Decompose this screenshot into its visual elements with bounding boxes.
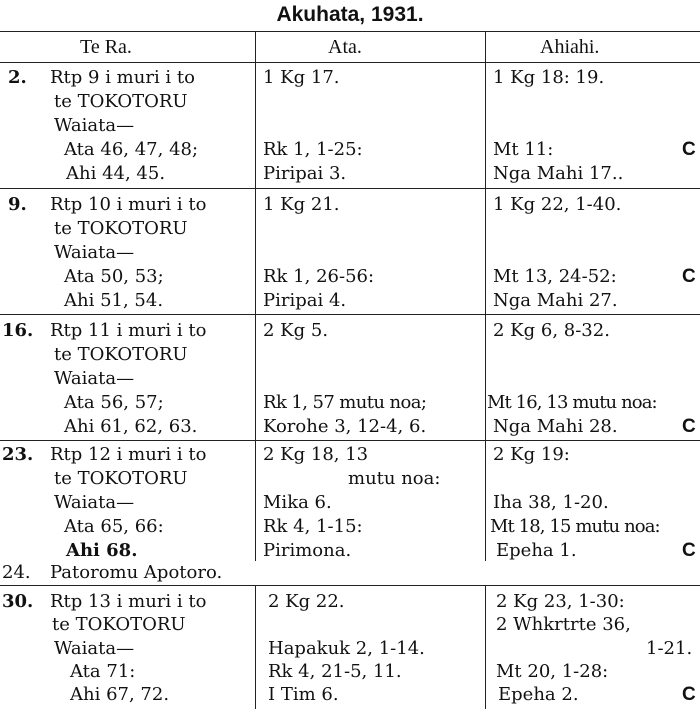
page-title: Akuhata, 1931. [276, 3, 424, 26]
ata-reading-2: Mika 6. [263, 492, 332, 513]
ahi-reading-2: Mt 13, 24-52: [493, 266, 617, 287]
entry-ahi-hymns: Ahi 51, 54. [64, 290, 164, 311]
ahi-reading-4: Epeha 1. [496, 540, 577, 561]
entry-mark: C [682, 416, 696, 437]
ata-reading-2: Rk 1, 1-25: [263, 139, 363, 160]
ahi-reading-1-cont: 2 Whkrtrte 36, [496, 614, 631, 635]
column-header-ahiahi: Ahiahi. [540, 36, 600, 58]
entry-sunday: Rtp 13 i muri i to [50, 591, 207, 612]
ata-reading-3: Rk 4, 21-5, 11. [268, 661, 402, 682]
entry-date: 16. [2, 320, 34, 341]
ata-reading-3: Piripai 3. [263, 163, 347, 184]
ahi-reading-3: Mt 18, 15 mutu noa: [490, 516, 660, 537]
entry-waiata: Waiata— [54, 638, 135, 659]
entry-date: 24. [2, 562, 31, 583]
entry-ata-hymns: Ata 46, 47, 48; [64, 139, 199, 160]
ata-reading-2: Rk 1, 57 mutu noa; [263, 392, 427, 413]
entry-sunday: Rtp 11 i muri i to [50, 320, 207, 341]
entry-waiata: Waiata— [54, 368, 135, 389]
entry-divider [0, 314, 700, 315]
column-header-ata: Ata. [328, 36, 362, 58]
column-divider-2 [485, 31, 486, 561]
header-top-rule [0, 31, 700, 32]
ahi-reading-1: 2 Kg 23, 1-30: [496, 591, 625, 612]
entry-divider [0, 585, 700, 586]
entry-trinity: te TOKOTORU [54, 468, 188, 489]
ata-reading-4: I Tim 6. [268, 684, 339, 705]
entry-ahi-hymns: Ahi 44, 45. [66, 163, 166, 184]
ahi-reading-2: Mt 16, 13 mutu noa: [487, 392, 657, 413]
ahi-reading-2: Mt 11: [493, 139, 554, 160]
entry-mark: C [682, 684, 696, 705]
entry-trinity: te TOKOTORU [54, 344, 188, 365]
column-divider-1b [255, 585, 256, 709]
column-divider-2b [485, 585, 486, 709]
entry-sunday: Rtp 9 i muri i to [50, 67, 195, 88]
column-divider-1 [255, 31, 256, 561]
entry-ahi-hymns: Ahi 68. [66, 540, 138, 561]
ata-reading-1-cont: mutu noa: [348, 468, 441, 489]
entry-mark: C [682, 266, 696, 287]
entry-ata-hymns: Ata 50, 53; [64, 266, 164, 287]
ata-reading-2: Hapakuk 2, 1-14. [268, 638, 425, 659]
entry-waiata: Waiata— [54, 242, 135, 263]
entry-ata-hymns: Ata 65, 66: [64, 516, 164, 537]
entry-date: 2. [8, 67, 27, 88]
ahi-reading-3: Nga Mahi 17.. [493, 163, 624, 184]
ahi-reading-1: 1 Kg 22, 1-40. [493, 194, 622, 215]
ahi-reading-1-cont2: 1-21. [646, 638, 693, 659]
entry-date: 23. [2, 444, 34, 465]
ata-reading-1: 1 Kg 17. [263, 67, 340, 88]
entry-trinity: te TOKOTORU [52, 614, 186, 635]
entry-sunday: Rtp 12 i muri i to [50, 444, 207, 465]
entry-divider [0, 188, 700, 189]
ahi-reading-2: Iha 38, 1-20. [493, 492, 609, 513]
entry-waiata: Waiata— [54, 115, 135, 136]
ahi-reading-3: Nga Mahi 28. [493, 416, 618, 437]
entry-ata-hymns: Ata 71: [70, 661, 136, 682]
header-bottom-rule [0, 62, 700, 63]
column-header-te-ra: Te Ra. [80, 36, 132, 58]
entry-mark: C [682, 540, 696, 561]
entry-sunday: Rtp 10 i muri i to [50, 194, 207, 215]
entry-waiata: Waiata— [54, 492, 135, 513]
ata-reading-3: Korohe 3, 12-4, 6. [263, 416, 427, 437]
entry-mark: C [682, 139, 696, 160]
ahi-reading-2: Mt 20, 1-28: [496, 661, 609, 682]
entry-date: 30. [2, 591, 34, 612]
entry-date: 9. [8, 194, 27, 215]
ahi-reading-3: Nga Mahi 27. [493, 290, 618, 311]
ata-reading-2: Rk 1, 26-56: [263, 266, 375, 287]
ahi-reading-1: 2 Kg 6, 8-32. [493, 320, 610, 341]
entry-ahi-hymns: Ahi 61, 62, 63. [64, 416, 198, 437]
ata-reading-1: 2 Kg 5. [263, 320, 329, 341]
entry-trinity: te TOKOTORU [54, 91, 188, 112]
ahi-reading-1: 1 Kg 18: 19. [493, 67, 605, 88]
entry-ahi-hymns: Ahi 67, 72. [70, 684, 170, 705]
entry-divider [0, 440, 700, 441]
ata-reading-1: 2 Kg 22. [268, 591, 345, 612]
entry-ata-hymns: Ata 56, 57; [64, 392, 164, 413]
entry-trinity: te TOKOTORU [54, 218, 188, 239]
ata-reading-3: Rk 4, 1-15: [263, 516, 363, 537]
entry-feast: Patoromu Apotoro. [50, 562, 223, 583]
ata-reading-4: Pirimona. [263, 540, 352, 561]
ata-reading-3: Piripai 4. [263, 290, 347, 311]
ahi-reading-3: Epeha 2. [498, 684, 579, 705]
ata-reading-1: 2 Kg 18, 13 [263, 444, 369, 465]
ahi-reading-1: 2 Kg 19: [493, 444, 570, 465]
ata-reading-1: 1 Kg 21. [263, 194, 340, 215]
